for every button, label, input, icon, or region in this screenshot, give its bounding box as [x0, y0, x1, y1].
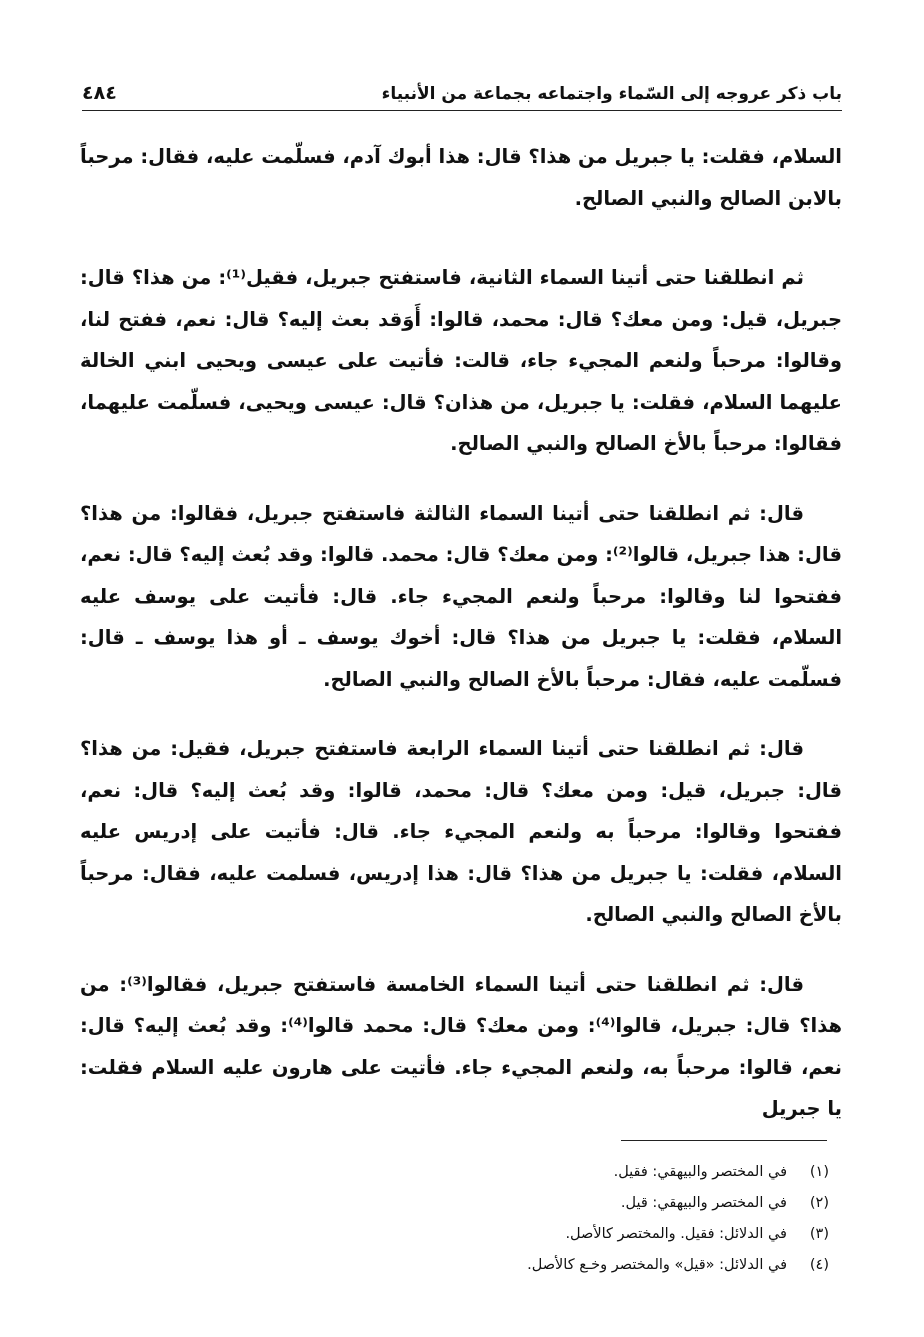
paragraph: قال: ثم انطلقنا حتى أتينا السماء الثالثة فاستفتح جبريل، فقالوا: من هذا؟ قال: هذا جبريل، قالوا⁽²⁾: ومن معك؟ قال: محمد. قالوا: وقد بُعث إليه؟ قال: نعم، ففتحوا لنا وقالوا: مرحباً ولنعم المجيء جاء. قال: فأتيت على يوسف عليه السلام، فقلت: يا جبريل من هذا؟ قال: أخوك يوسف ـ أو هذا يوسف ـ قال: فسلّمت عليه، فقال: مرحباً بالأخ الصالح والنبي الصالح. — [80, 501, 842, 691]
paragraph: قال: ثم انطلقنا حتى أتينا السماء الخامسة فاستفتح جبريل، فقالوا⁽³⁾: من هذا؟ قال: جبريل، قالوا⁽⁴⁾: ومن معك؟ قال: محمد قالوا⁽⁴⁾: وقد بُعث إليه؟ قال: نعم، قالوا: مرحباً به، ولنعم المجيء جاء. فأتيت على هارون عليه السلام فقلت: يا جبريل — [80, 972, 842, 1120]
footnote-text: في الدلائل: «قيل» والمختصر وخـع كالأصل. — [527, 1257, 787, 1273]
footnote-item — [300, 1157, 829, 1188]
footnote-item — [300, 1188, 829, 1219]
body-text — [80, 136, 842, 1158]
paragraph: السلام، فقلت: يا جبريل من هذا؟ قال: هذا أبوك آدم، فسلّمت عليه، فقال: مرحباً بالابن الصالح والنبي الصالح. — [80, 145, 842, 210]
footnote-item — [300, 1250, 829, 1281]
paragraph: ثم انطلقنا حتى أتينا السماء الثانية، فاستفتح جبريل، فقيل⁽¹⁾: من هذا؟ قال: جبريل، قيل: ومن معك؟ قال: محمد، قالوا: أَوَقد بعث إليه؟ قال: نعم، ففتح لنا، وقالوا: مرحباً ولنعم المجيء جاء، قالت: فأتيت على عيسى ويحيى ابني الخالة عليهما السلام، فقلت: يا جبريل، من هذان؟ قال: عيسى ويحيى، فسلّمت عليهما، فقالوا: مرحباً بالأخ الصالح والنبي الصالح. — [80, 266, 842, 455]
running-title: باب ذكر عروجه إلى السّماء واجتماعه بجماعة من الأنبياء — [381, 84, 842, 104]
footnote-separator — [621, 1140, 827, 1141]
footnote-text: في الدلائل: فقيل. والمختصر كالأصل. — [565, 1226, 787, 1242]
footnote-number: (١) — [809, 1164, 829, 1180]
paragraph: قال: ثم انطلقنا حتى أتينا السماء الرابعة فاستفتح جبريل، فقيل: من هذا؟ قال: جبريل، قيل: ومن معك؟ قال: محمد، قالوا: وقد بُعث إليه؟ قال: نعم، ففتحوا وقالوا: مرحباً به ولنعم المجيء جاء. قال: فأتيت على إدريس عليه السلام، فقلت: يا جبريل من هذا؟ قال: هذا إدريس، فسلمت عليه، فقال: مرحباً بالأخ الصالح والنبي الصالح. — [80, 737, 842, 926]
page-number: ٤٨٤ — [82, 82, 117, 104]
footnote-text: في المختصر والبيهقي: قيل. — [620, 1195, 787, 1211]
footnote-number: (٣) — [809, 1226, 829, 1242]
footnote-text: في المختصر والبيهقي: فقيل. — [613, 1164, 787, 1180]
footnote-number: (٢) — [809, 1195, 829, 1211]
footnote-number: (٤) — [809, 1257, 829, 1273]
footnotes — [300, 1157, 829, 1281]
running-header — [82, 66, 842, 111]
footnote-item — [300, 1219, 829, 1250]
